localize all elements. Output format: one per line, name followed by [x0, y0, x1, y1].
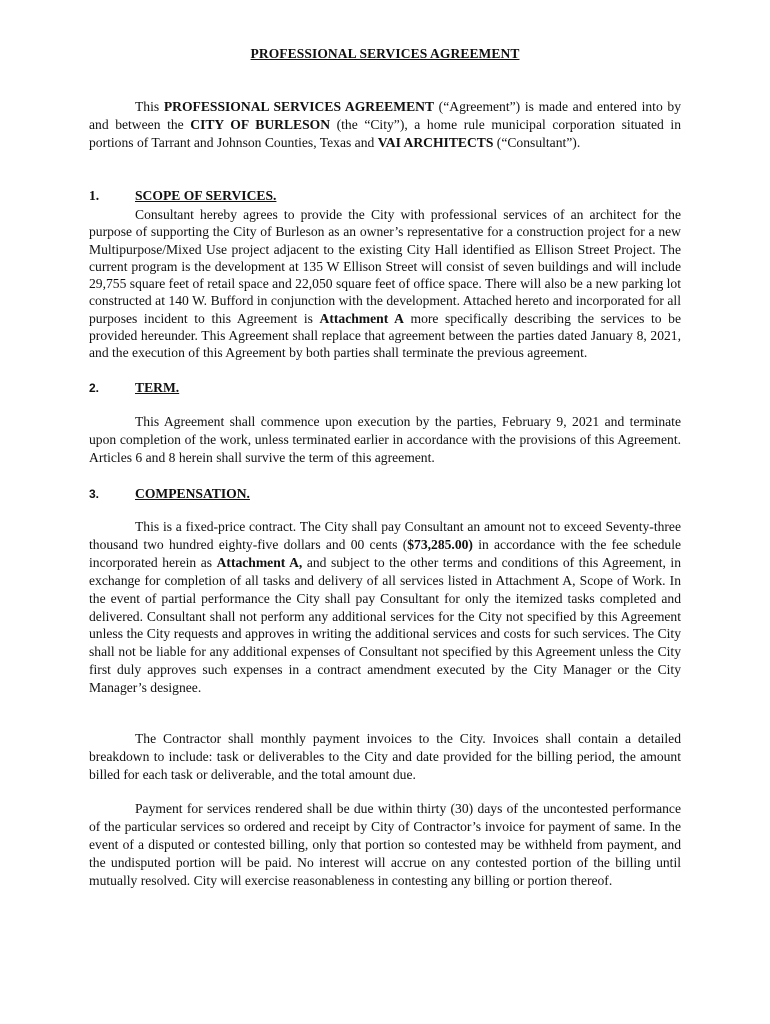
section-3-p1-text-3: and subject to the other terms and conditions of this Agreement, in exchange for completion of all tasks and delivery of all services listed in Attachment A, Scope of Work. In the event of partial performance the City shall pay Consultant for only the itemized tasks completed and delivered. Consultant shall not perform any additional services for the City not specified by this Agreement unless the City requests and approves in writing the additional services and costs for such services. The City shall not be liable for any additional expenses of Consultant not specified by this Agreement unless the City first duly approves such expenses in a contract amendment executed by the City Manager or the City Manager’s designee.: [89, 554, 681, 696]
section-3-p1-text-1: This is a fixed-price contract. The City shall pay Consultant an amount not to exceed Seventy-three thousand two hundred eighty-five dollars and 00 cents (: [89, 519, 681, 552]
section-3-heading: [89, 485, 681, 503]
section-2-number: 2.: [89, 381, 100, 395]
section-1-title: SCOPE OF SERVICES.: [135, 188, 277, 203]
section-3-number: 3.: [89, 487, 100, 501]
section-1-attachment-a: Attachment A: [319, 310, 404, 326]
section-3-p1-text-2: in accordance with the fee schedule incorporated herein as: [89, 536, 681, 570]
section-1-number: 1.: [89, 188, 100, 203]
section-1-body: [89, 206, 681, 362]
intro-bold-city: CITY OF BURLESON: [190, 116, 331, 132]
section-3-paragraph-2: The Contractor shall monthly payment invoices to the City. Invoices shall contain a detailed breakdown to include: task or deliverables to the City and date provided for the billing period, the amount billed for each task or deliverable, and the total amount due.: [89, 731, 681, 782]
section-2-body: This Agreement shall commence upon execution by the parties, February 9, 2021 and terminate upon completion of the work, unless terminated earlier in accordance with the provisions of this Agreement. Articles 6 and 8 herein shall survive the term of this agreement.: [89, 414, 681, 465]
section-3-paragraph-1: [89, 518, 681, 697]
section-2-heading: [89, 379, 681, 397]
intro-text-4: (“Consultant”).: [493, 134, 581, 150]
document-title: PROFESSIONAL SERVICES AGREEMENT: [250, 46, 520, 61]
intro-bold-consultant: VAI ARCHITECTS: [377, 134, 494, 150]
intro-bold-agreement: PROFESSIONAL SERVICES AGREEMENT: [163, 99, 435, 114]
intro-text-2: (“Agreement”) is made and entered into by and between the: [89, 99, 681, 132]
section-2-title: TERM.: [135, 380, 180, 395]
contract-amount: $73,285.00): [407, 536, 473, 552]
intro-text-3: (the “City”), a home rule municipal corporation situated in portions of Tarrant and Johnson Counties, Texas and: [89, 116, 681, 150]
intro-paragraph: [89, 98, 681, 152]
intro-text-1: This: [135, 99, 164, 114]
section-3-title: COMPENSATION.: [135, 486, 250, 501]
section-3-paragraph-3: Payment for services rendered shall be due within thirty (30) days of the uncontested performance of the particular services so ordered and receipt by City of Contractor’s invoice for payment of same. In the event of a disputed or contested billing, only that portion so contested may be withheld from payment, and the undisputed portion will be paid. No interest will accrue on any contested portion of the billing until mutually resolved. City will exercise reasonableness in contesting any billing or portion thereof.: [89, 801, 681, 888]
section-1-text-2: more specifically describing the services to be provided hereunder. This Agreement shall replace that agreement between the parties dated January 8, 2021, and the execution of this Agreement by both parties shall terminate the previous agreement.: [89, 310, 681, 361]
section-1-heading: [89, 187, 681, 205]
section-1-text-1: Consultant hereby agrees to provide the City with professional services of an architect for the purpose of supporting the City of Burleson as an owner’s representative for a construction project for a new Multipurpose/Mixed Use project adjacent to the existing City Hall identified as Ellison Street Project. The current program is the development at 135 W Ellison Street will consist of seven buildings and will include 29,755 square feet of retail space and 22,050 square feet of office space. There will also be a new parking lot constructed at 140 W. Bufford in conjunction with the development. Attached hereto and incorporated for all purposes incident to this Agreement is: [89, 207, 681, 326]
section-3-attachment-a: Attachment A,: [216, 554, 303, 570]
